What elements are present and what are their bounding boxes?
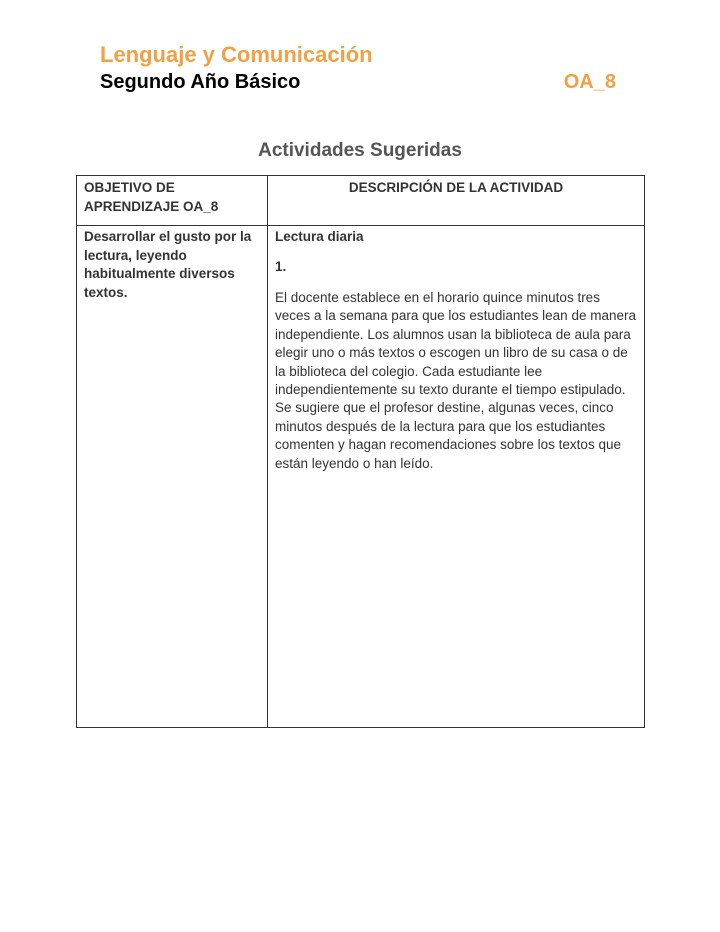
activity-number: 1. [275, 259, 287, 274]
description-column-header: DESCRIPCIÓN DE LA ACTIVIDAD [268, 176, 645, 226]
table-header-row [77, 176, 645, 226]
objective-cell: Desarrollar el gusto por la lectura, leyendo habitualmente diversos textos. [77, 226, 268, 728]
description-cell [268, 226, 645, 728]
activity-description: El docente establece en el horario quince minutos tres veces a la semana para que los estudiantes lean de manera independiente. Los alumnos usan la biblioteca de aula para elegir uno o más textos o escogen un libro de su casa o de la biblioteca del colegio. Cada estudiante lee independientemente su texto durante el tiempo estipulado. Se sugiere que el profesor destine, algunas veces, cinco minutos después de la lectura para que los estudiantes comenten y hagan recomendaciones sobre los textos que están leyendo o han leído. [275, 290, 636, 471]
objective-code: OA_8 [563, 71, 616, 93]
grade-line [100, 68, 616, 96]
grade-title: Segundo Año Básico [100, 71, 301, 93]
table-row [77, 226, 645, 728]
section-title: Actividades Sugeridas [258, 140, 462, 161]
objective-column-header: OBJETIVO DE APRENDIZAJE OA_8 [77, 176, 268, 226]
subject-title: Lenguaje y Comunicación [100, 42, 373, 67]
activity-table [76, 175, 645, 728]
activity-name: Lectura diaria [275, 229, 364, 244]
